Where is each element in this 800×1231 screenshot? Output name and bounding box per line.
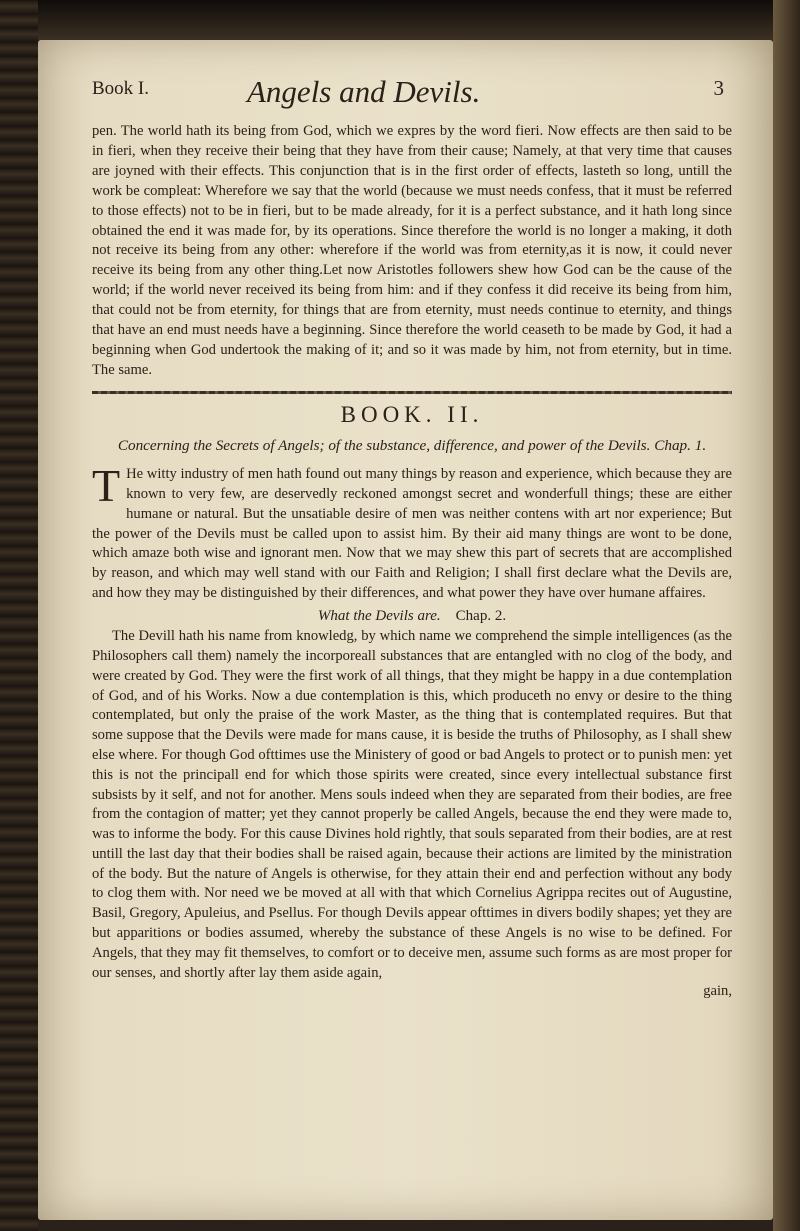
drop-cap: T — [92, 459, 121, 511]
running-title: Angels and Devils. — [247, 74, 481, 109]
page-header — [92, 74, 732, 122]
scan-left-edge — [0, 0, 38, 1231]
scan-right-edge — [773, 0, 800, 1231]
chapter-1-text: He witty industry of men hath found out many things by reason and experience, which because they are known to very few, are deservedly reckoned amongst secret and wonderfull things; these are either humane or natural. But the unsatiable desire of men was neither contens with art nor experience; But the power of the Devils must be called upon to assist him. By their aid many things are wont to be done, which amaze both wise and ignorant men. Now that we may shew this part of secrets that are accomplished by reason, and which may well stand with our Faith and Religion; I shall first declare what the Devils are, and how they may be distinguished by their differences, and what power they have over humane affaires. — [92, 465, 732, 602]
chapter-2-number: Chap. 2. — [455, 608, 507, 625]
book-label: Book I. — [92, 78, 149, 99]
chapter-2-subhead — [92, 608, 732, 625]
catchword: gain, — [703, 983, 732, 1000]
chapter-summary: Concerning the Secrets of Angels; of the substance, difference, and power of the Devils. Chap. 1. — [117, 436, 707, 454]
chapter-1-paragraph — [92, 459, 732, 604]
intro-paragraph: pen. The world hath its being from God, which we expres by the word fieri. Now effects are then said to be in fieri, when they receive their being that they have from their cause; Namely, at that very time that causes are joyned with their effects. This conjunction that is in the first order of effects, lasteth so long, untill the work be compleat: Wherefore we say that the world (because we must needs confess, that it must be referred to those effects) not to be in fieri, but to be made already, for it is a perfect substance, and it hath long since obtained the end it was made for, by its operations. Since therefore the world is no longer a making, it doth not receive its being from any other: wherefore if the world was from eternity,as it is now, it could never receive its being from any other thing.Let now Aristotles followers shew how God can be the cause of the world; if the world never received its being from him: and if they confess it did receive its being from him, that could not be from eternity, for things that are from eternity, must needs continue to eternity, and things that have an end must needs have a beginning. Since therefore the world ceaseth to be made by God, it had a beginning when God undertook the making of it; and so it was made by him, not from eternity, but in time. The same. — [92, 123, 732, 378]
ornamental-rule — [92, 391, 732, 394]
scan-top-edge — [0, 0, 800, 40]
page-content — [92, 74, 732, 1000]
chapter-2-paragraph: The Devill hath his name from knowledg, by which name we comprehend the simple intelligences (as the Philosophers call them) namely the incorporeall substances that are entangled with no clog of the body, and were created by God. They were the first work of all things, that they might be happy in a due contemplation of God, and of his Works. Now a due contemplation is this, which produceth no envy or desire to the thing contemplated, but only the praise of the work Master, as the thing that is contemplated requires. But that some suppose that the Devils were made for mans cause, it is beside the truths of Philosophy, as I shall shew else where. For though God ofttimes use the Ministery of good or bad Angels to protect or to punish men: yet this is not the principall end for which those spirits were created, since every intellectual substance first subsists by it self, and not for another. Mens souls indeed when they are separated from their bodies, are free from the contagion of matter; yet they cannot properly be called Angels, because the end they were made to, was to informe the body. For this cause Divines hold rightly, that souls separated from their bodies, are at rest untill the last day that their bodies shall be raised again, because their actions are limited by the ministration of the body. But the nature of Angels is otherwise, for they attain their end and perfection without any body to clog them with. Nor need we be moved at all with that which Cornelius Agrippa recites out of Augustine, Basil, Gregory, Apuleius, and Psellus. For though Devils appear ofttimes in divers bodily shapes; yet they are but apparitions or bodies assumed, whereby the substance of these Angels is no wise to be defined. For Angels, that they may fit themselves, to comfort or to deceive men, assume such forms as are most proper for our senses, and shortly after lay them aside again, — [92, 628, 732, 981]
chapter-2-title: What the Devils are. — [317, 608, 441, 625]
page-number: 3 — [713, 76, 724, 100]
book-heading: BOOK. II. — [340, 401, 484, 427]
